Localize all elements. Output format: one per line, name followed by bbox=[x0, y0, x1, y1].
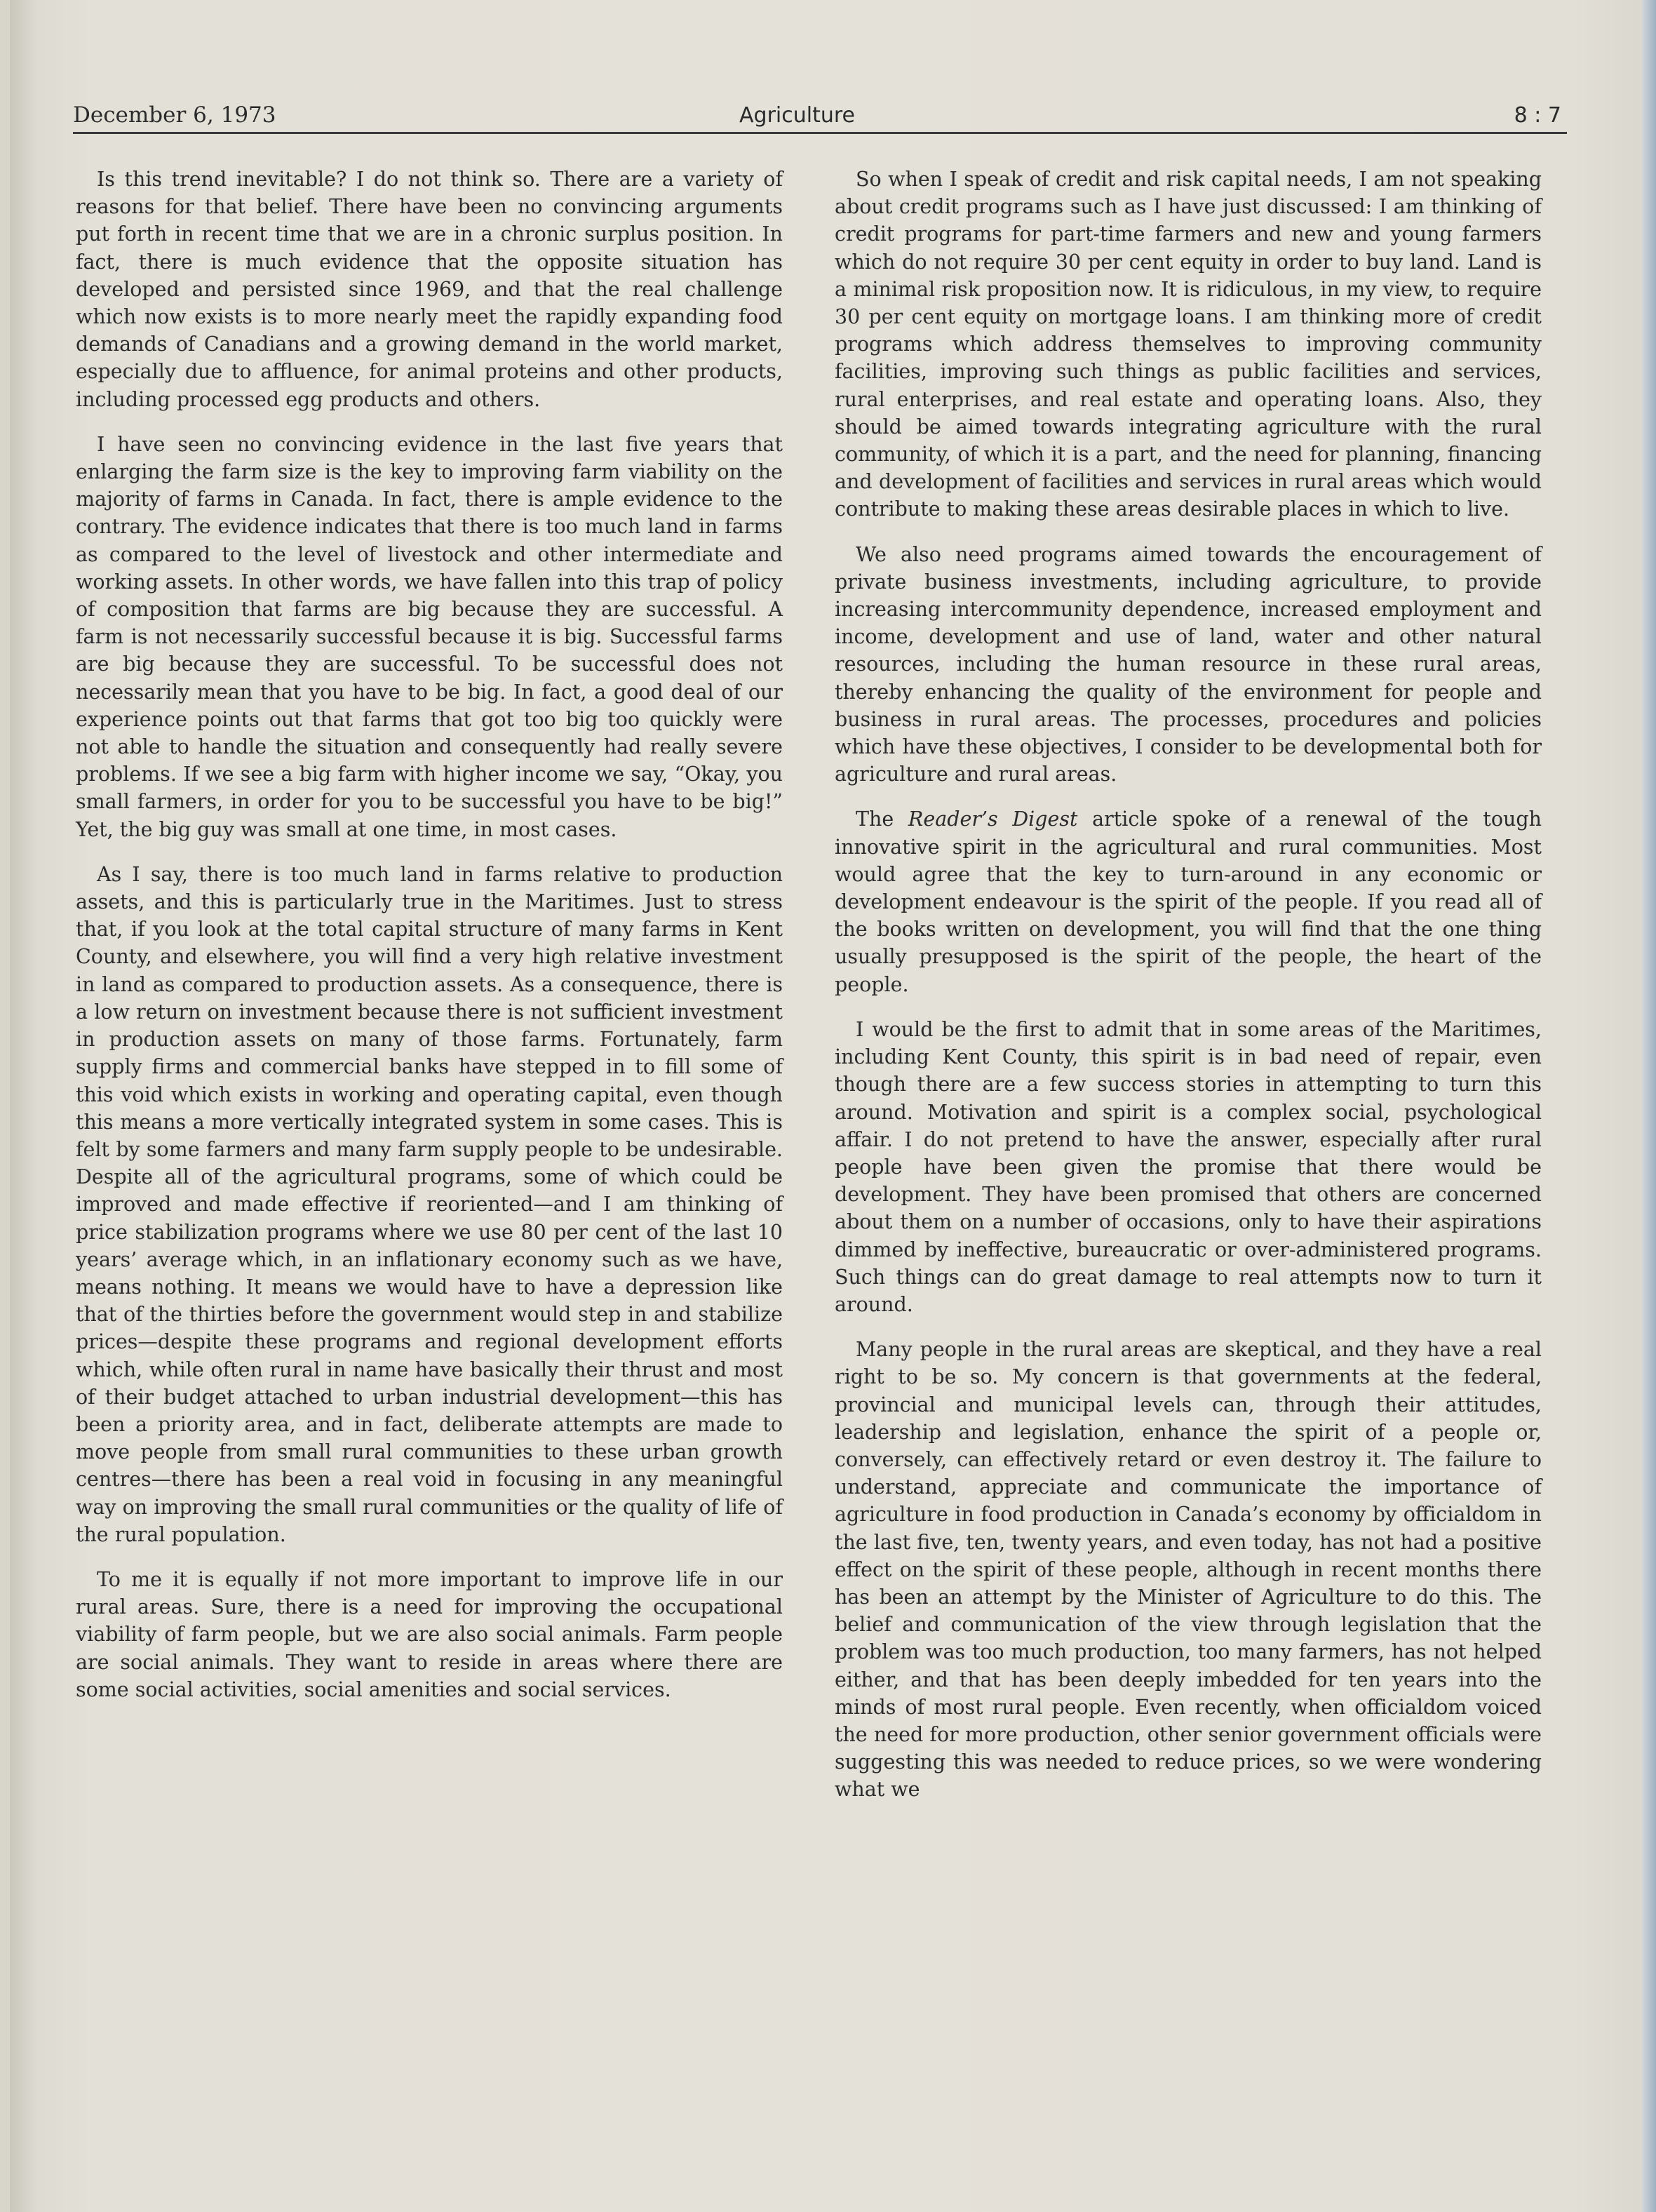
paragraph: Is this trend inevitable? I do not think so. There are a variety of reasons for that belief. There have been no convincing arguments put forth in recent time that we are in a chronic surplus position. In fact, there is much evidence that the opposite situation has developed and persisted since 1969, and that the real challenge which now exists is to more nearly meet the rapidly expanding food demands of Canadians and a growing demand in the world market, especially due to affluence, for animal proteins and other products, including processed egg products and others. bbox=[76, 168, 783, 411]
paragraph: To me it is equally if not more important to improve life in our rural areas. Sure, there is a need for improving the occupational viability of farm people, but we are also social animals. Farm people are social animals. They want to reside in areas where there are some social activities, social amenities and social services. bbox=[76, 1567, 783, 1701]
paragraph: I would be the first to admit that in some areas of the Maritimes, including Kent County, this spirit is in bad need of repair, even though there are a few success stories in attempting to turn this around. Motivation and spirit is a complex social, psychological affair. I do not pretend to have the answer, especially after rural people have been given the promise that there would be development. They have been promised that others are concerned about them on a number of occasions, only to have their aspirations dimmed by ineffective, bureaucratic or over-administered programs. Such things can do great damage to real attempts now to turn it around. bbox=[835, 1017, 1542, 1316]
header-page-number: 8 : 7 bbox=[1514, 103, 1561, 128]
document-page bbox=[10, 0, 1656, 2212]
paragraph-text: The bbox=[856, 807, 908, 831]
paragraph: As I say, there is too much land in farms relative to production assets, and this is particularly true in the Maritimes. Just to stress that, if you look at the total capital structure of many farms in Kent County, and elsewhere, you will find a very high relative investment in land as compared to production assets. As a consequence, there is a low return on investment because there is not sufficient investment in production assets on many of those farms. Fortunately, farm supply firms and commercial banks have stepped in to fill some of this void which exists in working and operating capital, even though this means a more vertically integrated system in some cases. This is felt by some farmers and many farm supply people to be undesirable. Despite all of the agricultural programs, some of which could be improved and made effective if reoriented—and I am thinking of price stabilization programs where we use 80 per cent of the last 10 years’ average which, in an inflationary economy such as we have, means nothing. It means we would have to have a depression like that of the thirties before the government would step in and stabilize prices—despite these programs and regional development efforts which, while often rural in name have basically their thrust and most of their budget attached to urban industrial development—this has been a priority area, and in fact, deliberate attempts are made to move people from small rural communities to these urban growth centres—there has been a real void in focusing in any meaningful way on improving the small rural communities or the quality of life of the rural population. bbox=[76, 862, 783, 1546]
paragraph: We also need programs aimed towards the encouragement of private business investments, including agriculture, to provide increasing intercommunity dependence, increased employment and income, development and use of land, water and other natural resources, including the human resource in these rural areas, thereby enhancing the quality of the environment for people and business in rural areas. The processes, procedures and policies which have these objectives, I consider to be developmental both for agriculture and rural areas. bbox=[835, 542, 1542, 786]
header-section-title: Agriculture bbox=[739, 103, 855, 128]
paragraph: So when I speak of credit and risk capital needs, I am not speaking about credit programs such as I have just discussed: I am thinking of credit programs for part-time farmers and new and young farmers which do not require 30 per cent equity in order to buy land. Land is a minimal risk proposition now. It is ridiculous, in my view, to require 30 per cent equity on mortgage loans. I am thinking more of credit programs which address themselves to improving community facilities, improving such things as public facilities and services, rural enterprises, and real estate and operating loans. Also, they should be aimed towards integrating agriculture with the rural community, of which it is a part, and the need for planning, financing and development of facilities and services in rural areas which would contribute to making these areas desirable places in which to live. bbox=[835, 168, 1542, 521]
left-column bbox=[76, 166, 783, 1721]
paragraph-text: article spoke of a renewal of the tough innovative spirit in the agricultural and rural communities. Most would agree that the key to turn-around in any economic or development endeavour is the spirit of the people. If you read all of the books written on development, you will find that the one thing usually presupposed is the spirit of the people, the heart of the people. bbox=[835, 807, 1542, 996]
paragraph: I have seen no convincing evidence in the last five years that enlarging the farm size is the key to improving farm viability on the majority of farms in Canada. In fact, there is ample evidence to the contrary. The evidence indicates that there is too much land in farms as compared to the level of livestock and other intermediate and working assets. In other words, we have fallen into this trap of policy of composition that farms are big because they are successful. A farm is not necessarily successful because it is big. Successful farms are big because they are successful. To be successful does not necessarily mean that you have to be big. In fact, a good deal of our experience points out that farms that got too big too quickly were not able to handle the situation and consequently had really severe problems. If we see a big farm with higher income we say, “Okay, you small farmers, in order for you to be successful you have to be big!” Yet, the big guy was small at one time, in most cases. bbox=[76, 432, 783, 841]
page-header bbox=[73, 98, 1567, 134]
right-column bbox=[835, 166, 1542, 1821]
paragraph bbox=[835, 805, 1542, 998]
publication-title: Reader’s Digest bbox=[908, 807, 1078, 831]
header-date: December 6, 1973 bbox=[73, 102, 276, 128]
paragraph: Many people in the rural areas are skeptical, and they have a real right to be so. My concern is that governments at the federal, provincial and municipal levels can, through their attitudes, leadership and legislation, enhance the spirit of a people or, conversely, can effectively retard or even destroy it. The failure to understand, appreciate and communicate the importance of agriculture in food production in Canada’s economy by officialdom in the last five, ten, twenty years, and even today, has not had a positive effect on the spirit of these people, although in recent months there has been an attempt by the Minister of Agriculture to do this. The belief and communication of the view through legislation that the problem was too much production, too many farmers, has not helped either, and that has been deeply imbedded for ten years into the minds of most rural people. Even recently, when officialdom voiced the need for more production, other senior government officials were suggesting this was needed to reduce prices, so we were wondering what we bbox=[835, 1338, 1542, 1802]
page-edge bbox=[1642, 0, 1656, 2212]
